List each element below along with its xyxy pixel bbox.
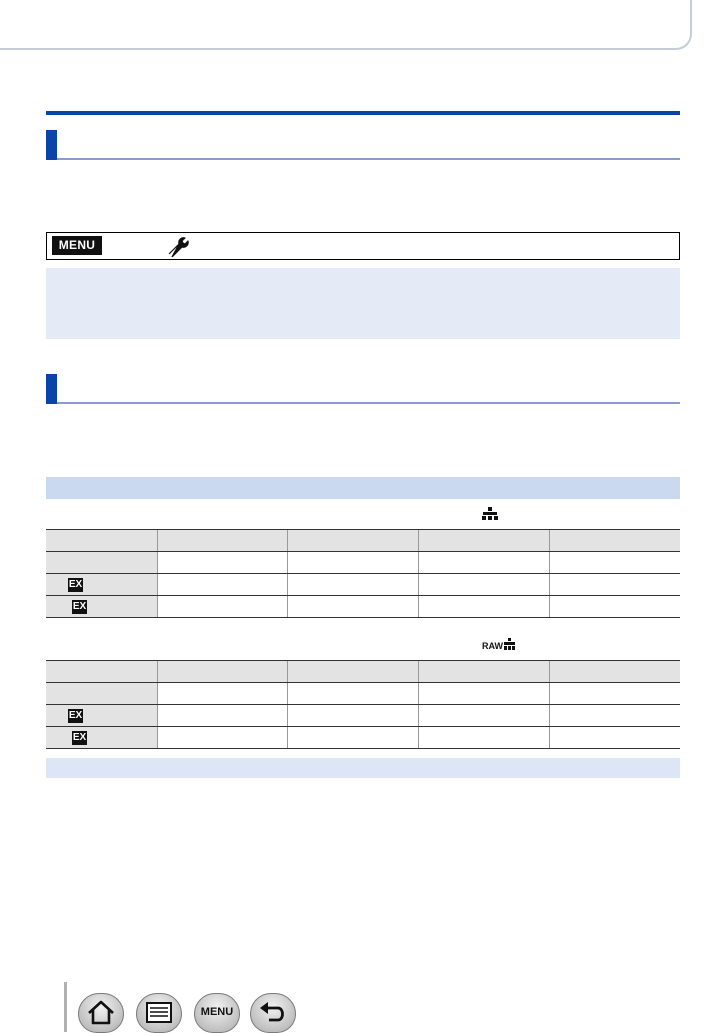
ex-badge-icon: EX xyxy=(72,600,87,612)
wrench-icon xyxy=(165,235,189,257)
back-button[interactable] xyxy=(250,993,296,1033)
back-arrow-icon xyxy=(251,994,295,1032)
section-heading-marker xyxy=(46,374,57,404)
table-header-cell xyxy=(549,530,680,552)
menu-badge: MENU xyxy=(52,236,102,255)
ex-badge-icon: EX xyxy=(68,709,83,721)
table-cell xyxy=(157,552,288,574)
table-header-row xyxy=(46,530,680,552)
table-cell xyxy=(157,596,288,618)
table-row xyxy=(46,552,680,574)
row-header xyxy=(46,574,157,596)
row-header xyxy=(46,683,157,705)
table-cell xyxy=(157,727,288,749)
row-header xyxy=(46,705,157,727)
table-cell xyxy=(419,705,550,727)
ex-badge-icon: EX xyxy=(68,578,83,590)
table-cell xyxy=(419,574,550,596)
table-cell xyxy=(157,705,288,727)
table-header-cell xyxy=(419,661,550,683)
table-2 xyxy=(46,660,680,749)
row-header xyxy=(46,552,157,574)
home-button[interactable] xyxy=(78,993,124,1033)
table-cell xyxy=(157,574,288,596)
table-cell xyxy=(549,727,680,749)
table-header-cell xyxy=(157,530,288,552)
subsection-bar xyxy=(46,477,680,499)
table-cell xyxy=(549,596,680,618)
table-cell xyxy=(549,574,680,596)
table-cell xyxy=(288,596,419,618)
row-header xyxy=(46,596,157,618)
table-header-cell xyxy=(419,530,550,552)
home-icon xyxy=(79,994,123,1032)
note-box xyxy=(46,268,680,339)
section-heading-underline xyxy=(57,402,680,404)
table-cell xyxy=(288,683,419,705)
table-1 xyxy=(46,529,680,618)
table-cell xyxy=(157,683,288,705)
table-header-row xyxy=(46,661,680,683)
table-cell xyxy=(288,727,419,749)
jpeg-quality-icon xyxy=(480,506,500,522)
table-cell xyxy=(419,596,550,618)
table-cell xyxy=(288,705,419,727)
section-heading-2 xyxy=(46,374,680,404)
table-header-cell xyxy=(288,661,419,683)
nav-divider xyxy=(64,982,67,1032)
menu-button[interactable] xyxy=(194,993,240,1033)
section-heading-underline xyxy=(57,158,680,160)
table-cell xyxy=(288,574,419,596)
table-cell xyxy=(419,683,550,705)
table-header-cell xyxy=(46,530,157,552)
subsection-bar-2 xyxy=(46,758,680,778)
table-row xyxy=(46,727,680,749)
row-header xyxy=(46,727,157,749)
table-header-cell xyxy=(288,530,419,552)
table-header-cell xyxy=(46,661,157,683)
table-row xyxy=(46,705,680,727)
section-heading-1 xyxy=(46,130,680,160)
contents-button[interactable] xyxy=(136,993,182,1033)
ex-badge-icon: EX xyxy=(72,731,87,743)
contents-list-icon xyxy=(137,994,181,1032)
table-cell xyxy=(419,552,550,574)
table-header-cell xyxy=(157,661,288,683)
section-heading-marker xyxy=(46,130,57,160)
table-cell xyxy=(419,727,550,749)
table-cell xyxy=(549,705,680,727)
menu-button-label: MENU xyxy=(200,1006,234,1018)
chapter-rule xyxy=(46,111,680,115)
svg-text:RAW: RAW xyxy=(482,641,503,651)
table-row xyxy=(46,596,680,618)
table-cell xyxy=(549,552,680,574)
table-cell xyxy=(549,683,680,705)
table-cell xyxy=(288,552,419,574)
page-tab-frame xyxy=(0,0,692,50)
table-row xyxy=(46,574,680,596)
menu-path-box xyxy=(46,232,680,260)
table-header-cell xyxy=(549,661,680,683)
raw-jpeg-quality-icon xyxy=(482,636,516,652)
table-row xyxy=(46,683,680,705)
